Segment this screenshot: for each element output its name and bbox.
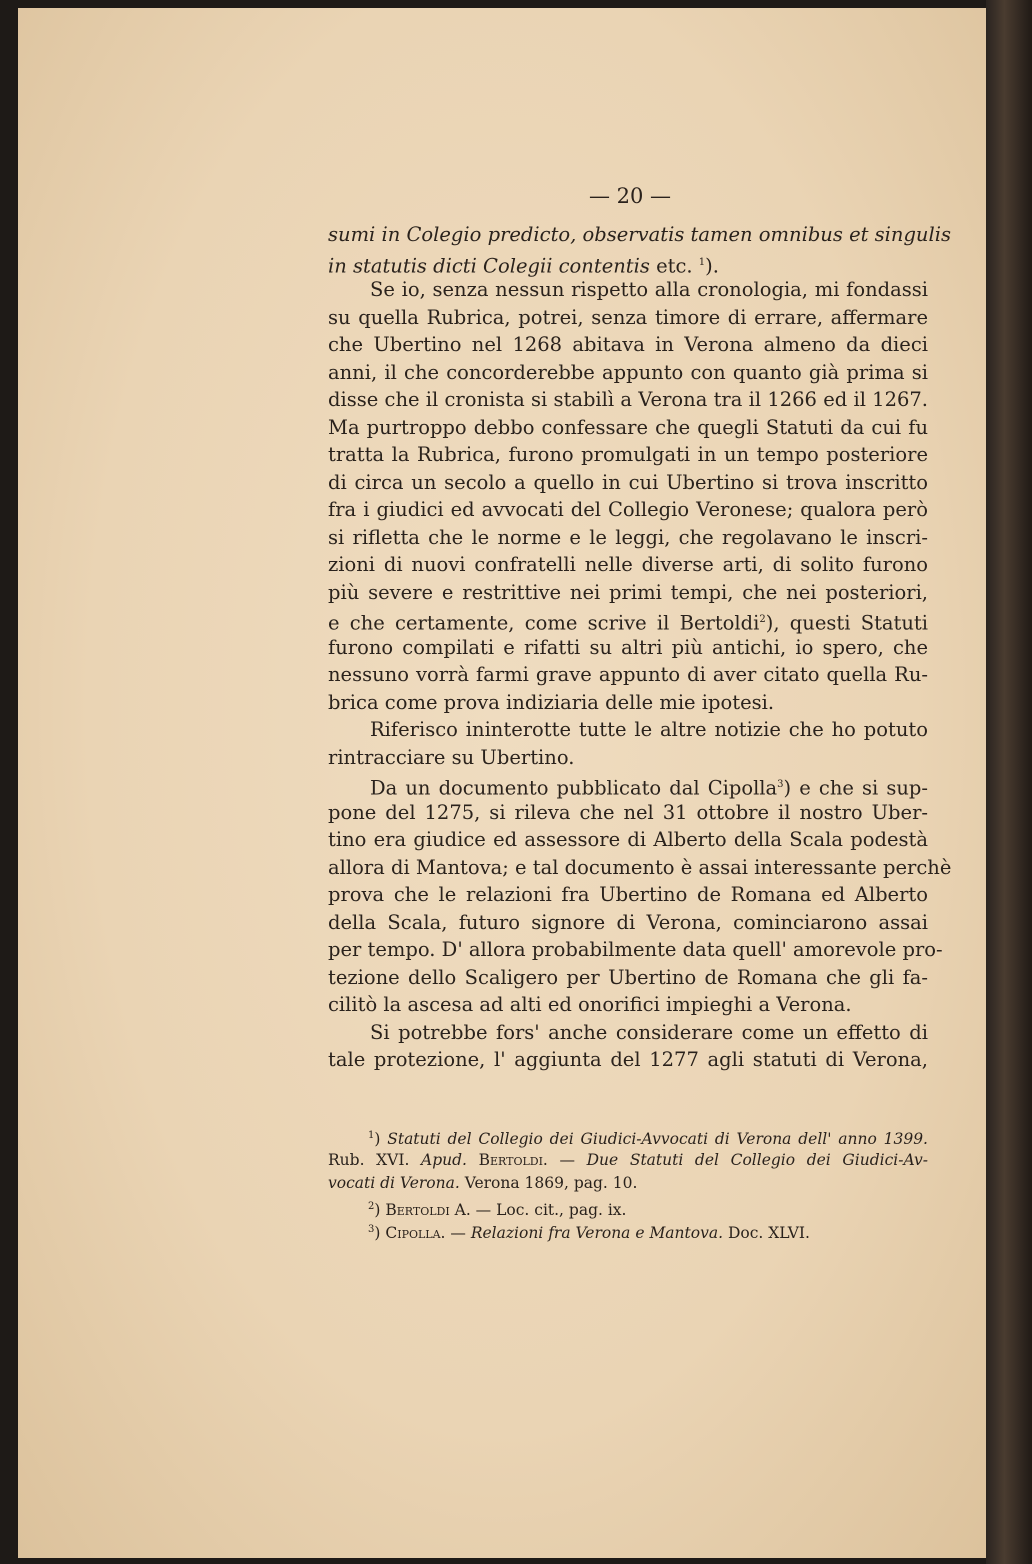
text-line	[328, 801, 928, 825]
text-span: 1	[368, 1130, 375, 1141]
text-line	[328, 361, 928, 385]
text-span: furono compilati e rifatti su altri più antichi, io spero, che	[328, 635, 928, 659]
text-span: allora di Mantova; e tal documento è assai interessante perchè	[328, 855, 952, 879]
text-span: per tempo. D' allora probabilmente data quell' amorevole pro-	[328, 938, 943, 961]
text-span: tratta la Rubrica, furono promulgati in un tempo posteriore	[328, 443, 928, 466]
text-line	[328, 471, 928, 495]
text-span: più severe e restrittive nei primi tempi, che nei posteriori,	[328, 580, 928, 604]
text-span: rintracciare su Ubertino.	[328, 745, 575, 769]
text-line	[328, 553, 928, 577]
text-span: tale protezione, l' aggiunta del 1277 agli statuti di Verona,	[328, 1048, 928, 1071]
text-line	[328, 773, 928, 800]
text-line	[328, 443, 928, 467]
text-span: etc.	[649, 254, 699, 277]
text-line	[328, 498, 928, 522]
text-span: Relazioni fra Verona e Mantova.	[470, 1224, 724, 1243]
footnote-line: $^3$) Cipolla. — Relazioni fra Verona e Mantova. Doc. XLVI.	[368, 1224, 810, 1243]
text-line	[328, 993, 928, 1017]
text-line	[328, 333, 928, 357]
text-span: brica come prova indiziaria delle mie ipotesi.	[328, 690, 775, 714]
text-span: 2	[368, 1200, 375, 1212]
text-span: Verona 1869, pag. 10.	[459, 1174, 638, 1192]
text-line	[328, 966, 928, 990]
text-span: 1	[698, 256, 706, 268]
text-span: Se io, senza nessun rispetto alla cronologia, mi fondassi	[370, 278, 928, 301]
text-line	[328, 636, 928, 660]
text-span: Bertoldi.	[466, 1150, 548, 1169]
footnote-line	[328, 1150, 928, 1170]
text-span: Rub. XVI.	[328, 1150, 422, 1169]
text-span: ), questi Statuti	[765, 611, 928, 635]
text-line	[328, 911, 928, 935]
text-line	[328, 251, 928, 275]
text-span: A. — Loc. cit., pag. ix.	[449, 1200, 627, 1219]
text-line	[328, 526, 928, 550]
text-line	[328, 855, 952, 880]
next-page-edge	[986, 0, 1032, 1564]
text-line	[328, 1048, 928, 1072]
text-span: nessuno vorrà farmi grave appunto di aver citato quella Ru-	[328, 663, 928, 686]
text-line	[328, 938, 943, 962]
text-line	[328, 416, 928, 440]
text-span: ) e che si sup-	[783, 776, 928, 800]
text-span: tino era giudice ed assessore di Alberto della Scala podestà	[328, 828, 928, 851]
text-span: Apud.	[421, 1150, 467, 1169]
text-line	[328, 278, 928, 302]
text-line	[328, 1021, 928, 1045]
text-span: —	[547, 1150, 587, 1169]
text-span: tezione dello Scaligero per Ubertino de Romana che gli fa-	[328, 965, 928, 989]
text-line	[328, 883, 928, 907]
text-line	[328, 223, 951, 247]
text-span: Riferisco ininterotte tutte le altre notizie che ho potuto	[370, 718, 928, 741]
text-span: ).	[705, 254, 719, 277]
text-span: si rifletta che le norme e le leggi, che regolavano le inscri-	[328, 525, 928, 549]
footnote-line: $^2$) Bertoldi A. — Loc. cit., pag. ix.	[368, 1200, 627, 1219]
text-span: —	[445, 1224, 471, 1243]
text-line	[328, 608, 928, 635]
text-span: della Scala, futuro signore di Verona, cominciarono assai	[328, 910, 928, 934]
text-line	[328, 691, 928, 715]
text-span: prova che le relazioni fra Ubertino de Romana ed Alberto	[328, 883, 928, 906]
text-span: sumi in Colegio predicto, observatis tamen omnibus et singulis	[328, 223, 951, 246]
text-span: su quella Rubrica, potrei, senza timore di errare, affermare	[328, 305, 928, 329]
text-span: cilitò la ascesa ad alti ed onorifici impieghi a Verona.	[328, 993, 852, 1016]
text-span: Bertoldi	[385, 1200, 450, 1219]
text-span: 3	[777, 779, 784, 790]
text-span: Doc. XLVI.	[723, 1224, 810, 1243]
text-span: Cipolla.	[385, 1224, 446, 1243]
text-line	[328, 746, 928, 770]
footnote-line	[328, 1173, 928, 1193]
text-line	[328, 828, 928, 852]
text-span: 2	[759, 614, 766, 625]
text-span: zioni di nuovi confratelli nelle diverse arti, di solito furono	[328, 553, 928, 576]
text-span: disse che il cronista si stabilì a Verona tra il 1266 ed il 1267.	[328, 388, 928, 411]
text-line	[328, 306, 928, 330]
text-span: fra i giudici ed avvocati del Collegio Veronese; qualora però	[328, 498, 928, 521]
text-span: pone del 1275, si rileva che nel 31 ottobre il nostro Uber-	[328, 800, 928, 824]
text-line	[328, 581, 928, 605]
text-span: vocati di Verona.	[328, 1174, 460, 1192]
text-span: e che certamente, come scrive il Bertoldi	[328, 611, 760, 635]
footnote-line: $^1$) Statuti del Collegio dei Giudici-Avvocati di Verona dell' anno 1399.	[368, 1130, 928, 1149]
text-span: 3	[368, 1224, 375, 1235]
text-span: Statuti del Collegio dei Giudici-Avvocati di Verona dell' anno 1399.	[387, 1130, 928, 1149]
text-span: che Ubertino nel 1268 abitava in Verona almeno da dieci	[328, 333, 928, 356]
text-span: anni, il che concorderebbe appunto con quanto già prima si	[328, 360, 928, 384]
text-span: Due Statuti del Collegio dei Giudici-Av-	[586, 1150, 929, 1169]
text-span: Da un documento pubblicato dal Cipolla	[370, 776, 778, 800]
text-span: in statutis dicti Colegii contentis	[328, 254, 650, 277]
text-line	[328, 388, 928, 412]
text-span: Ma purtroppo debbo confessare che quegli Statuti da cui fu	[328, 415, 928, 439]
text-span: Si potrebbe fors' anche considerare come un effetto di	[370, 1020, 928, 1044]
text-line	[328, 718, 928, 742]
text-span: di circa un secolo a quello in cui Ubertino si trova inscritto	[328, 470, 928, 494]
text-line	[328, 663, 928, 687]
page-number: — 20 —	[588, 184, 672, 208]
